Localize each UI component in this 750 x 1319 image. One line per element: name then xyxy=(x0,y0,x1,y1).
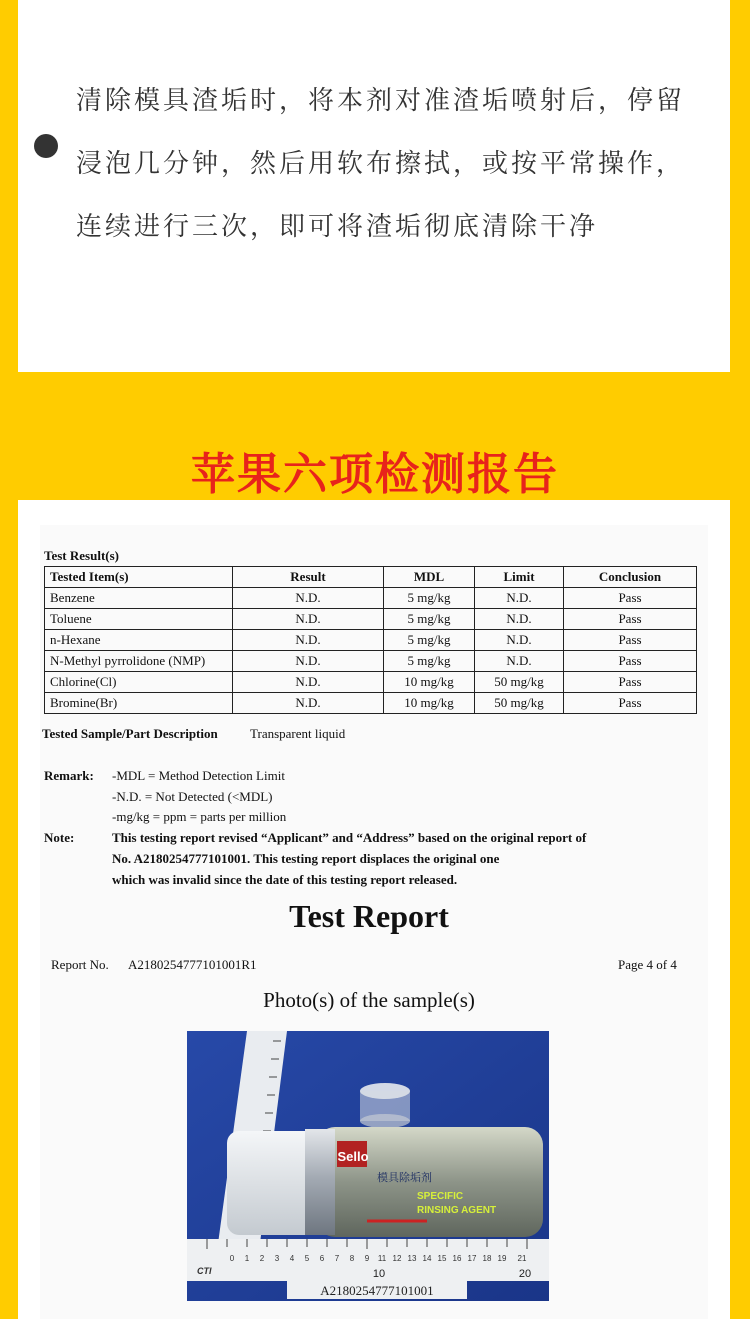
tested-sample-value: Transparent liquid xyxy=(250,726,346,741)
cell-mdl: 10 mg/kg xyxy=(384,672,475,693)
cell-limit: N.D. xyxy=(475,609,564,630)
report-no-label: Report No. xyxy=(51,957,109,972)
ruler-number-major: 10 xyxy=(372,1268,386,1280)
table-header-row xyxy=(45,567,697,588)
cell-item: Benzene xyxy=(45,588,233,609)
test-result-heading: Test Result(s) xyxy=(44,548,119,563)
page-number: Page 4 of 4 xyxy=(618,957,677,972)
header-tested-item: Tested Item(s) xyxy=(45,567,233,588)
cell-mdl: 5 mg/kg xyxy=(384,588,475,609)
photos-title: Photo(s) of the sample(s) xyxy=(263,988,475,1012)
can-brand: Sello xyxy=(337,1149,369,1164)
cell-item: Bromine(Br) xyxy=(45,693,233,714)
instruction-card xyxy=(18,0,730,372)
cell-item: Chlorine(Cl) xyxy=(45,672,233,693)
remark-line: -N.D. = Not Detected (<MDL) xyxy=(112,789,273,804)
ruler-number: 17 xyxy=(467,1254,477,1263)
ruler-number: 2 xyxy=(259,1254,265,1263)
remark-label: Remark: xyxy=(44,768,94,783)
table-row xyxy=(45,651,697,672)
ruler-number: 14 xyxy=(422,1254,432,1263)
ruler-number: 5 xyxy=(304,1254,310,1263)
instruction-line-2: 浸泡几分钟，然后用软布擦拭，或按平常操作， xyxy=(76,149,686,179)
cell-result: N.D. xyxy=(233,630,384,651)
bullet-icon xyxy=(34,134,58,158)
cell-conclusion: Pass xyxy=(564,651,697,672)
cell-limit: N.D. xyxy=(475,588,564,609)
cell-conclusion: Pass xyxy=(564,693,697,714)
ruler-number: 16 xyxy=(452,1254,462,1263)
header-mdl: MDL xyxy=(384,567,475,588)
results-table xyxy=(44,566,697,714)
report-card xyxy=(18,500,730,1319)
sample-photo xyxy=(187,1031,549,1301)
cell-item: Toluene xyxy=(45,609,233,630)
cell-limit: 50 mg/kg xyxy=(475,672,564,693)
cell-mdl: 5 mg/kg xyxy=(384,651,475,672)
ruler-number: 13 xyxy=(407,1254,417,1263)
can-product-en: RINSING AGENT xyxy=(417,1205,497,1216)
header-result: Result xyxy=(233,567,384,588)
can-product-cn: 模具除垢剂 xyxy=(377,1171,432,1184)
cell-conclusion: Pass xyxy=(564,630,697,651)
cell-result: N.D. xyxy=(233,609,384,630)
ruler-number: 15 xyxy=(437,1254,447,1263)
cell-conclusion: Pass xyxy=(564,588,697,609)
ruler-number: 8 xyxy=(349,1254,355,1263)
cell-limit: N.D. xyxy=(475,630,564,651)
note-label: Note: xyxy=(44,830,75,845)
table-row xyxy=(45,588,697,609)
note-line: This testing report revised “Applicant” and “Address” based on the original report of xyxy=(112,830,587,845)
cell-mdl: 10 mg/kg xyxy=(384,693,475,714)
ruler-number: 21 xyxy=(517,1254,527,1263)
report-page xyxy=(40,525,708,1319)
ruler-number: 0 xyxy=(229,1254,235,1263)
tested-sample-label: Tested Sample/Part Description xyxy=(42,726,218,741)
cell-conclusion: Pass xyxy=(564,672,697,693)
report-title: Test Report xyxy=(289,898,449,934)
remark-line: -mg/kg = ppm = parts per million xyxy=(112,809,287,824)
ruler-number: 11 xyxy=(377,1254,387,1263)
remark-line: -MDL = Method Detection Limit xyxy=(112,768,285,783)
note-line: No. A2180254777101001. This testing report displaces the original one xyxy=(112,851,500,866)
sample-photo-image xyxy=(187,1031,549,1301)
ruler-number: 7 xyxy=(334,1254,340,1263)
cell-limit: 50 mg/kg xyxy=(475,693,564,714)
cell-mdl: 5 mg/kg xyxy=(384,609,475,630)
header-limit: Limit xyxy=(475,567,564,588)
ruler-number: 6 xyxy=(319,1254,325,1263)
table-row xyxy=(45,630,697,651)
cell-item: n-Hexane xyxy=(45,630,233,651)
header-conclusion: Conclusion xyxy=(564,567,697,588)
ruler-number: 1 xyxy=(244,1254,250,1263)
ruler-number: 9 xyxy=(364,1254,370,1263)
cell-result: N.D. xyxy=(233,672,384,693)
cell-item: N-Methyl pyrrolidone (NMP) xyxy=(45,651,233,672)
ruler-number: 12 xyxy=(392,1254,402,1263)
table-row xyxy=(45,609,697,630)
ruler-number: 4 xyxy=(289,1254,295,1263)
cell-result: N.D. xyxy=(233,651,384,672)
section-title: 苹果六项检测报告 xyxy=(191,449,559,500)
cell-result: N.D. xyxy=(233,693,384,714)
note-line: which was invalid since the date of this testing report released. xyxy=(112,872,458,887)
ruler-brand: CTI xyxy=(197,1266,212,1276)
sample-label-text: A2180254777101001 xyxy=(320,1283,434,1298)
ruler-number-major: 20 xyxy=(518,1268,532,1280)
can-product-en: SPECIFIC xyxy=(417,1191,464,1202)
ruler-number: 18 xyxy=(482,1254,492,1263)
ruler-number: 19 xyxy=(497,1254,507,1263)
instruction-line-1: 清除模具渣垢时，将本剂对准渣垢喷射后，停留 xyxy=(76,86,686,116)
cell-mdl: 5 mg/kg xyxy=(384,630,475,651)
instruction-line-3: 连续进行三次，即可将渣垢彻底清除干净 xyxy=(76,212,599,242)
table-row xyxy=(45,693,697,714)
table-row xyxy=(45,672,697,693)
ruler-number: 3 xyxy=(274,1254,280,1263)
cell-result: N.D. xyxy=(233,588,384,609)
report-no-value: A2180254777101001R1 xyxy=(128,957,257,972)
cell-limit: N.D. xyxy=(475,651,564,672)
cell-conclusion: Pass xyxy=(564,609,697,630)
